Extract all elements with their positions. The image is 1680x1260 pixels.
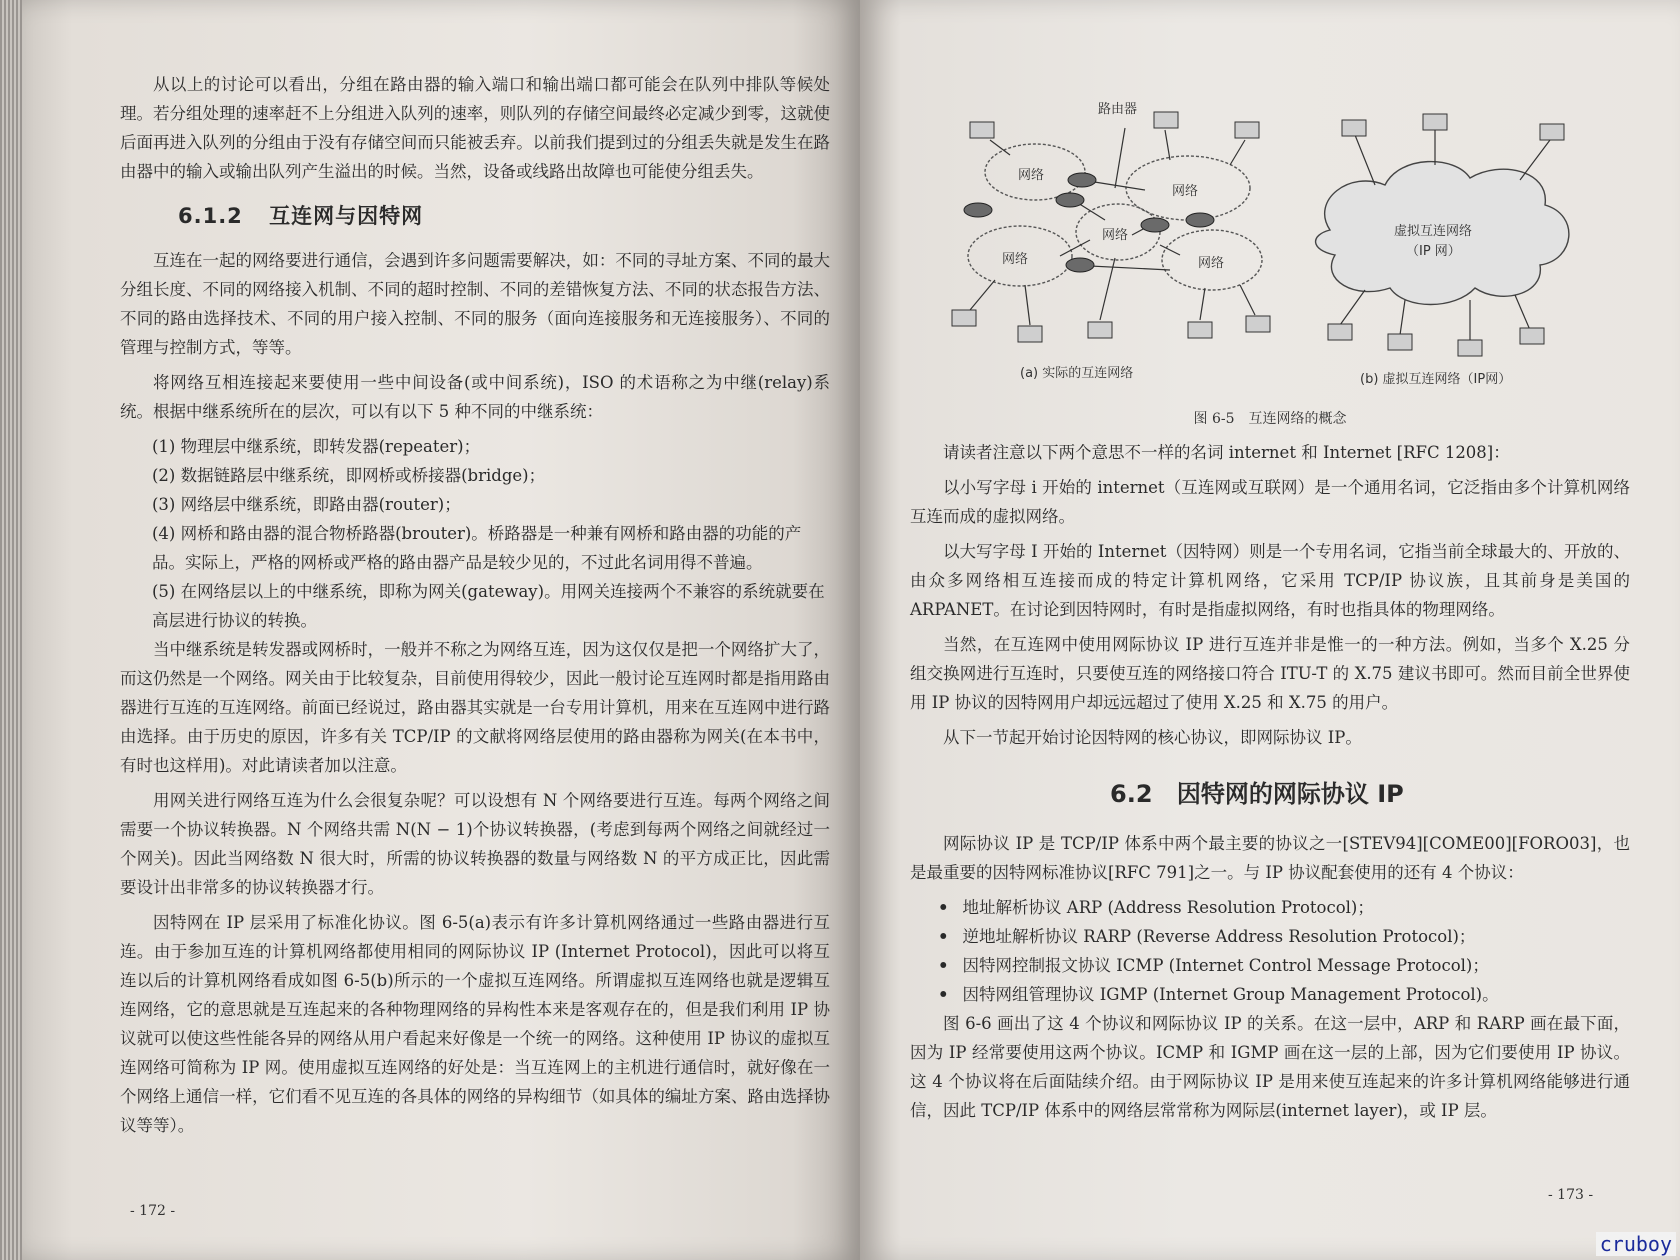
network-diagram bbox=[910, 60, 1630, 400]
subfigure-b-label: (b) 虚拟互连网络（IP网） bbox=[1360, 372, 1512, 387]
left-page-content bbox=[120, 70, 830, 1146]
relay-item: (4) 网桥和路由器的混合物桥路器(brouter)。桥路器是一种兼有网桥和路由器的功能的产品。实际上，严格的网桥或严格的路由器产品是较少见的，不过此名词用得不普遍。 bbox=[152, 524, 802, 572]
network-label: 网络 bbox=[1172, 184, 1199, 199]
left-paragraph: 从以上的讨论可以看出，分组在路由器的输入端口和输出端口都可能会在队列中排队等候处理。若分组处理的速率赶不上分组进入队列的速率，则队列的存储空间最终必定减少到零，这就使后面再进入队列的分组由于没有存储空间而只能被丢弃。以前我们提到过的分组丢失就是发生在路由器中的输入或输出队列产生溢出的时候。当然，设备或线路出故障也可能使分组丢失。 bbox=[120, 75, 830, 181]
relay-item: (5) 在网络层以上的中继系统，即称为网关(gateway)。用网关连接两个不兼容的系统就要在高层进行协议的转换。 bbox=[152, 582, 825, 630]
right-paragraph: 以小写字母 i 开始的 internet（互连网或互联网）是一个通用名词，它泛指由多个计算机网络互连而成的虚拟网络。 bbox=[910, 478, 1630, 526]
left-page-number: - 172 - bbox=[130, 1203, 176, 1219]
left-paragraph: 将网络互相连接起来要使用一些中间设备(或中间系统)，ISO 的术语称之为中继(relay)系统。根据中继系统所在的层次，可以有以下 5 种不同的中继系统： bbox=[120, 373, 830, 421]
relay-item: (1) 物理层中继系统，即转发器(repeater)； bbox=[152, 437, 481, 456]
right-paragraph: 请读者注意以下两个意思不一样的名词 internet 和 Internet [RFC 1208]： bbox=[943, 443, 1510, 462]
network-label: 网络 bbox=[1002, 252, 1029, 267]
virtual-network-label: 虚拟互连网络 bbox=[1394, 224, 1473, 239]
protocol-item: • 因特网组管理协议 IGMP (Internet Group Management Protocol)。 bbox=[938, 980, 1630, 1009]
section-number: 6.1.2 bbox=[178, 204, 243, 228]
right-paragraph: 网际协议 IP 是 TCP/IP 体系中两个最主要的协议之一[STEV94][COME00][FORO03]，也是最重要的因特网标准协议[RFC 791]之一。与 IP 协议配套使用的还有 4 个协议： bbox=[910, 834, 1630, 882]
right-paragraph: 当然，在互连网中使用网际协议 IP 进行互连并非是惟一的一种方法。例如，当多个 X.25 分组交换网进行互连时，只要使互连的网络接口符合 ITU-T 的 X.75 建议书即可。然而目前全世界使用 IP 协议的因特网用户却远远超过了使用 X.25 和 X.75 的用户。 bbox=[910, 635, 1630, 712]
right-page-content bbox=[910, 60, 1630, 1131]
subfigure-a-label: (a) 实际的互连网络 bbox=[1020, 366, 1134, 381]
protocol-item: • 逆地址解析协议 RARP (Reverse Address Resolution Protocol)； bbox=[938, 922, 1630, 951]
virtual-network-sublabel: （IP 网） bbox=[1406, 244, 1461, 259]
left-paragraph: 用网关进行网络互连为什么会很复杂呢？可以设想有 N 个网络要进行互连。每两个网络之间需要一个协议转换器。N 个网络共需 N(N − 1)个协议转换器，(考虑到每两个网络之间就经过一个网关)。因此当网络数 N 很大时，所需的协议转换器的数量与网络数 N 的平方成正比，因此需要设计出非常多的协议转换器才行。 bbox=[120, 791, 830, 897]
section-title: 互连网与因特网 bbox=[269, 204, 424, 228]
network-label: 网络 bbox=[1198, 256, 1225, 271]
protocol-item: • 因特网控制报文协议 ICMP (Internet Control Message Protocol)； bbox=[938, 951, 1630, 980]
relay-item: (3) 网络层中继系统，即路由器(router)； bbox=[152, 495, 461, 514]
router-label: 路由器 bbox=[1098, 102, 1138, 117]
section-heading bbox=[178, 200, 830, 230]
right-paragraph: 图 6-6 画出了这 4 个协议和网际协议 IP 的关系。在这一层中，ARP 和 RARP 画在最下面，因为 IP 经常要使用这两个协议。ICMP 和 IGMP 画在这一层的上部，因为它们要使用 IP 协议。这 4 个协议将在后面陆续介绍。由于网际协议 IP 是用来使互连起来的许多计算机网络能够进行通信，因此 TCP/IP 体系中的网络层常常称为网际层(internet layer)，或 IP 层。 bbox=[910, 1014, 1630, 1120]
section-title: 因特网的网际协议 IP bbox=[1176, 780, 1404, 808]
relay-list bbox=[120, 432, 830, 635]
network-label: 网络 bbox=[1102, 228, 1129, 243]
protocol-item: • 地址解析协议 ARP (Address Resolution Protocol)； bbox=[938, 893, 1630, 922]
network-label: 网络 bbox=[1018, 168, 1045, 183]
section-number: 6.2 bbox=[1110, 780, 1153, 808]
figure-6-5 bbox=[910, 60, 1630, 400]
right-page-number: - 173 - bbox=[1548, 1187, 1594, 1203]
right-paragraph: 以大写字母 I 开始的 Internet（因特网）则是一个专用名词，它指当前全球最大的、开放的、由众多网络相互连接而成的特定计算机网络，它采用 TCP/IP 协议族，且其前身是美国的 ARPANET。在讨论到因特网时，有时是指虚拟网络，有时也指具体的物理网络。 bbox=[910, 542, 1630, 619]
page-edges bbox=[0, 0, 22, 1260]
protocol-list bbox=[910, 893, 1630, 1009]
section-heading bbox=[1110, 774, 1630, 809]
left-paragraph: 互连在一起的网络要进行通信，会遇到许多问题需要解决，如：不同的寻址方案、不同的最大分组长度、不同的网络接入机制、不同的超时控制、不同的差错恢复方法、不同的状态报告方法、不同的路由选择技术、不同的用户接入控制、不同的服务（面向连接服务和无连接服务）、不同的管理与控制方式，等等。 bbox=[120, 251, 830, 357]
watermark: cruboy bbox=[1596, 1232, 1676, 1256]
figure-caption: 图 6-5 互连网络的概念 bbox=[1193, 411, 1347, 427]
left-paragraph: 因特网在 IP 层采用了标准化协议。图 6-5(a)表示有许多计算机网络通过一些路由器进行互连。由于参加互连的计算机网络都使用相同的网际协议 IP (Internet Protocol)，因此可以将互连以后的计算机网络看成如图 6-5(b)所示的一个虚拟互连网络。所谓虚拟互连网络也就是逻辑互连网络，它的意思就是互连起来的各种物理网络的异构性本来是客观存在的，但是我们利用 IP 协议就可以使这些性能各异的网络从用户看起来好像是一个统一的网络。这种使用 IP 协议的虚拟互连网络可简称为 IP 网。使用虚拟互连网络的好处是：当互连网上的主机进行通信时，就好像在一个网络上通信一样，它们看不见互连的各具体的网络的异构细节（如具体的编址方案、路由选择协议等等）。 bbox=[120, 913, 830, 1135]
right-paragraph: 从下一节起开始讨论因特网的核心协议，即网际协议 IP。 bbox=[943, 728, 1362, 747]
left-paragraph: 当中继系统是转发器或网桥时，一般并不称之为网络互连，因为这仅仅是把一个网络扩大了，而这仍然是一个网络。网关由于比较复杂，目前使用得较少，因此一般讨论互连网时都是指用路由器进行互连的互连网络。前面已经说过，路由器其实就是一台专用计算机，用来在互连网中进行路由选择。由于历史的原因，许多有关 TCP/IP 的文献将网络层使用的路由器称为网关(在本书中，有时也这样用)。对此请读者加以注意。 bbox=[120, 640, 830, 775]
relay-item: (2) 数据链路层中继系统，即网桥或桥接器(bridge)； bbox=[152, 466, 546, 485]
